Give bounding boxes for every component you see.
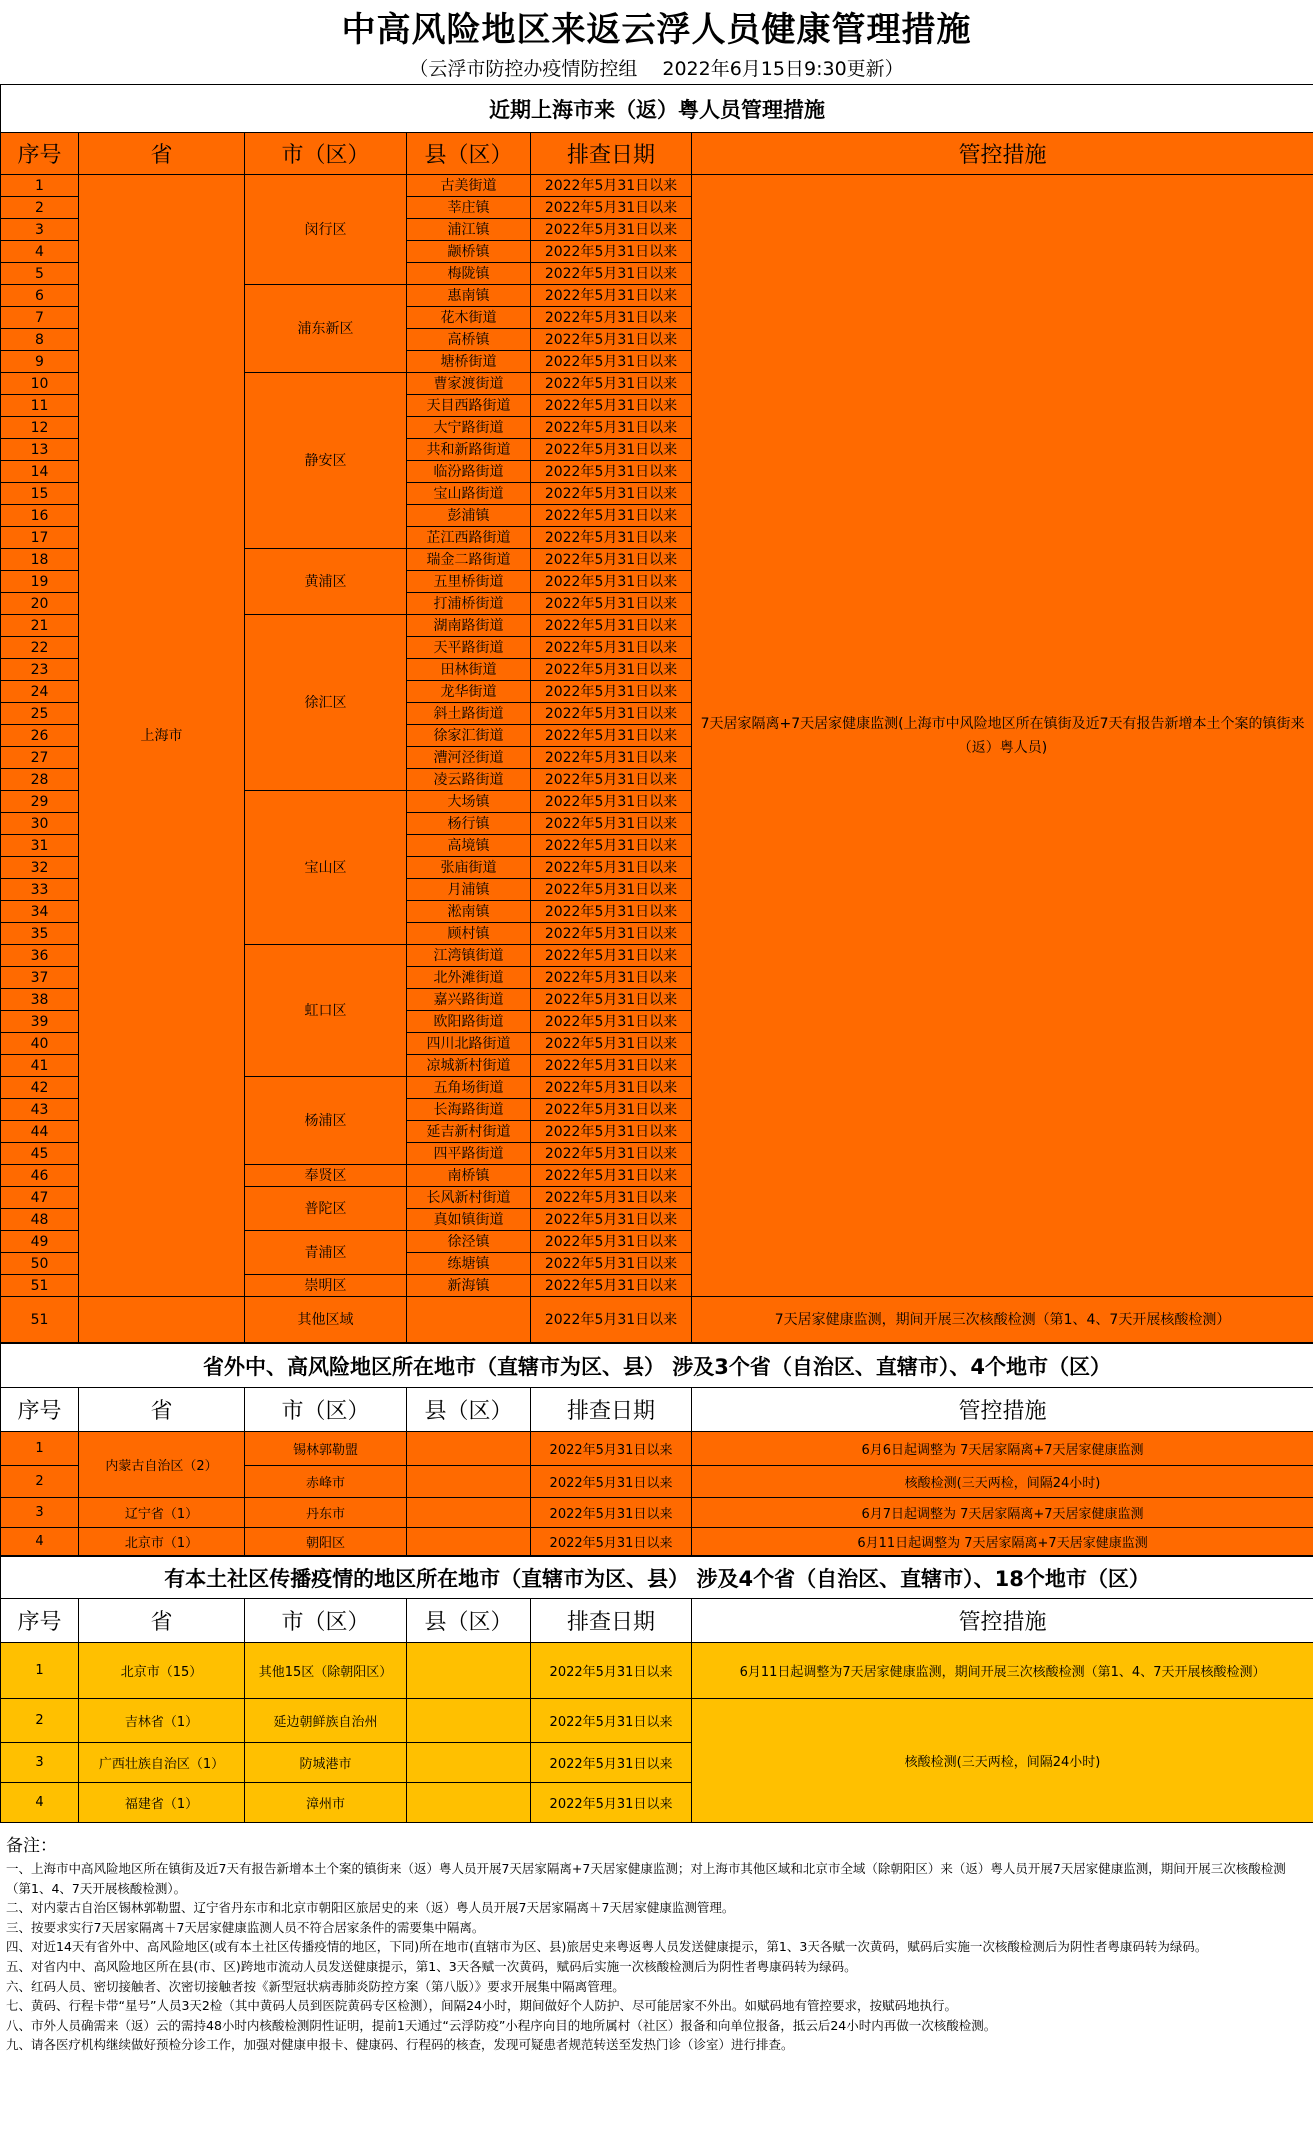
section3-title: 有本土社区传播疫情的地区所在地市（直辖市为区、县） 涉及4个省（自治区、直辖市）、18个地市（区） — [1, 1557, 1313, 1599]
county-cell: 高桥镇 — [407, 329, 531, 351]
date-cell: 2022年5月31日以来 — [531, 549, 692, 571]
date-cell: 2022年5月31日以来 — [531, 1077, 692, 1099]
date-cell: 2022年5月31日以来 — [531, 307, 692, 329]
seq-cell: 4 — [1, 241, 79, 263]
county-cell — [407, 1432, 531, 1466]
province-cell: 福建省（1） — [79, 1783, 245, 1823]
date-cell: 2022年5月31日以来 — [531, 197, 692, 219]
county-cell: 五里桥街道 — [407, 571, 531, 593]
measure-cell: 核酸检测(三天两检，间隔24小时) — [692, 1699, 1313, 1823]
header-province: 省 — [79, 1388, 245, 1432]
seq-cell: 4 — [1, 1783, 79, 1823]
date-cell: 2022年5月31日以来 — [531, 747, 692, 769]
date-cell: 2022年5月31日以来 — [531, 263, 692, 285]
note-item: 八、市外人员确需来（返）云的需持48小时内核酸检测阴性证明，提前1天通过“云浮防疫”小程序向目的地所属村（社区）报备和向单位报备，抵云后24小时内再做一次核酸检测。 — [6, 2017, 997, 2033]
seq-cell: 9 — [1, 351, 79, 373]
date-cell: 2022年5月31日以来 — [531, 329, 692, 351]
county-cell: 江湾镇街道 — [407, 945, 531, 967]
county-cell — [407, 1743, 531, 1783]
county-cell: 田林街道 — [407, 659, 531, 681]
section2-title: 省外中、高风险地区所在地市（直辖市为区、县） 涉及3个省（自治区、直辖市）、4个地市（区） — [1, 1344, 1313, 1388]
county-cell: 莘庄镇 — [407, 197, 531, 219]
date-cell: 2022年5月31日以来 — [531, 461, 692, 483]
county-cell: 天平路街道 — [407, 637, 531, 659]
seq-cell: 43 — [1, 1099, 79, 1121]
date-cell: 2022年5月31日以来 — [531, 1143, 692, 1165]
seq-cell: 25 — [1, 703, 79, 725]
county-cell: 南桥镇 — [407, 1165, 531, 1187]
date-cell: 2022年5月31日以来 — [531, 1643, 692, 1699]
shanghai-table-body — [1, 175, 1313, 1343]
county-cell — [407, 1466, 531, 1498]
measure-cell: 6月11日起调整为 7天居家隔离+7天居家健康监测 — [692, 1528, 1313, 1556]
note-item: 五、对省内中、高风险地区所在县(市、区)跨地市流动人员发送健康提示，第1、3天各赋一次黄码，赋码后实施一次核酸检测后为阴性者粤康码转为绿码。 — [6, 1958, 857, 1974]
seq-cell: 36 — [1, 945, 79, 967]
date-cell: 2022年5月31日以来 — [531, 1253, 692, 1275]
city-cell: 杨浦区 — [245, 1077, 407, 1165]
seq-cell: 22 — [1, 637, 79, 659]
note-item: 一、上海市中高风险地区所在镇街及近7天有报告新增本土个案的镇街来（返）粤人员开展7天居家隔离+7天居家健康监测；对上海市其他区域和北京市全域（除朝阳区）来（返）粤人员开展7天居家健康监测，期间开展三次核酸检测（第1、4、7天开展核酸检测）。 — [6, 1861, 1286, 1896]
county-cell: 斜土路街道 — [407, 703, 531, 725]
city-cell: 闵行区 — [245, 175, 407, 285]
community-spread-table — [0, 1556, 1313, 1823]
county-cell: 浦江镇 — [407, 219, 531, 241]
header-date: 排查日期 — [531, 1388, 692, 1432]
seq-cell: 26 — [1, 725, 79, 747]
date-cell: 2022年5月31日以来 — [531, 901, 692, 923]
county-cell: 塘桥街道 — [407, 351, 531, 373]
county-cell: 月浦镇 — [407, 879, 531, 901]
county-cell — [407, 1297, 531, 1343]
seq-cell: 49 — [1, 1231, 79, 1253]
county-cell: 延吉新村街道 — [407, 1121, 531, 1143]
city-cell: 崇明区 — [245, 1275, 407, 1297]
county-cell: 北外滩街道 — [407, 967, 531, 989]
date-cell: 2022年5月31日以来 — [531, 637, 692, 659]
date-cell: 2022年5月31日以来 — [531, 1432, 692, 1466]
county-cell: 凌云路街道 — [407, 769, 531, 791]
county-cell — [407, 1528, 531, 1556]
seq-cell: 3 — [1, 219, 79, 241]
date-cell: 2022年5月31日以来 — [531, 1011, 692, 1033]
date-cell: 2022年5月31日以来 — [531, 945, 692, 967]
table-row — [1, 1297, 1313, 1343]
seq-cell: 31 — [1, 835, 79, 857]
county-cell: 练塘镇 — [407, 1253, 531, 1275]
seq-cell: 40 — [1, 1033, 79, 1055]
province-cell: 北京市（1） — [79, 1528, 245, 1556]
date-cell: 2022年5月31日以来 — [531, 1231, 692, 1253]
date-cell: 2022年5月31日以来 — [531, 813, 692, 835]
county-cell — [407, 1498, 531, 1528]
county-cell: 大宁路街道 — [407, 417, 531, 439]
header-county: 县（区） — [407, 133, 531, 175]
seq-cell: 14 — [1, 461, 79, 483]
seq-cell: 17 — [1, 527, 79, 549]
county-cell: 惠南镇 — [407, 285, 531, 307]
seq-cell: 38 — [1, 989, 79, 1011]
header-date: 排查日期 — [531, 133, 692, 175]
county-cell: 共和新路街道 — [407, 439, 531, 461]
seq-cell: 32 — [1, 857, 79, 879]
county-cell: 龙华街道 — [407, 681, 531, 703]
date-cell: 2022年5月31日以来 — [531, 967, 692, 989]
county-cell: 彭浦镇 — [407, 505, 531, 527]
seq-cell: 2 — [1, 1699, 79, 1743]
city-cell: 其他15区（除朝阳区） — [245, 1643, 407, 1699]
date-cell: 2022年5月31日以来 — [531, 1466, 692, 1498]
county-cell: 打浦桥街道 — [407, 593, 531, 615]
date-cell: 2022年5月31日以来 — [531, 835, 692, 857]
seq-cell: 28 — [1, 769, 79, 791]
province-cell: 北京市（15） — [79, 1643, 245, 1699]
seq-cell: 7 — [1, 307, 79, 329]
county-cell: 杨行镇 — [407, 813, 531, 835]
date-cell: 2022年5月31日以来 — [531, 615, 692, 637]
county-cell: 宝山路街道 — [407, 483, 531, 505]
county-cell — [407, 1643, 531, 1699]
seq-cell: 1 — [1, 1643, 79, 1699]
seq-cell: 12 — [1, 417, 79, 439]
note-item: 二、对内蒙古自治区锡林郭勒盟、辽宁省丹东市和北京市朝阳区旅居史的来（返）粤人员开展7天居家隔离＋7天居家健康监测管理。 — [6, 1900, 735, 1916]
date-cell: 2022年5月31日以来 — [531, 1099, 692, 1121]
county-cell: 嘉兴路街道 — [407, 989, 531, 1011]
seq-cell: 15 — [1, 483, 79, 505]
date-cell: 2022年5月31日以来 — [531, 593, 692, 615]
county-cell: 曹家渡街道 — [407, 373, 531, 395]
seq-cell: 33 — [1, 879, 79, 901]
table-row — [1, 1528, 1313, 1556]
seq-cell: 23 — [1, 659, 79, 681]
date-cell: 2022年5月31日以来 — [531, 769, 692, 791]
province-cell: 吉林省（1） — [79, 1699, 245, 1743]
date-cell: 2022年5月31日以来 — [531, 681, 692, 703]
header-city: 市（区） — [245, 1599, 407, 1643]
county-cell: 瑞金二路街道 — [407, 549, 531, 571]
province-cell: 辽宁省（1） — [79, 1498, 245, 1528]
city-cell: 虹口区 — [245, 945, 407, 1077]
seq-cell: 4 — [1, 1528, 79, 1556]
notes — [0, 1823, 1313, 2055]
county-cell: 漕河泾街道 — [407, 747, 531, 769]
county-cell: 大场镇 — [407, 791, 531, 813]
header-measures: 管控措施 — [692, 1599, 1313, 1643]
date-cell: 2022年5月31日以来 — [531, 725, 692, 747]
header-city: 市（区） — [245, 1388, 407, 1432]
city-cell: 徐汇区 — [245, 615, 407, 791]
date-cell: 2022年5月31日以来 — [531, 1165, 692, 1187]
seq-cell: 18 — [1, 549, 79, 571]
seq-cell: 51 — [1, 1297, 79, 1343]
province-cell: 上海市 — [79, 175, 245, 1297]
date-cell: 2022年5月31日以来 — [531, 1121, 692, 1143]
seq-cell: 10 — [1, 373, 79, 395]
date-cell: 2022年5月31日以来 — [531, 1055, 692, 1077]
seq-cell: 20 — [1, 593, 79, 615]
city-cell: 浦东新区 — [245, 285, 407, 373]
city-cell: 奉贤区 — [245, 1165, 407, 1187]
county-cell: 芷江西路街道 — [407, 527, 531, 549]
province-risk-table — [0, 1343, 1313, 1556]
seq-cell: 3 — [1, 1743, 79, 1783]
table-row — [1, 1432, 1313, 1466]
city-cell: 漳州市 — [245, 1783, 407, 1823]
seq-cell: 34 — [1, 901, 79, 923]
county-cell: 长风新村街道 — [407, 1187, 531, 1209]
county-cell — [407, 1783, 531, 1823]
province-cell: 内蒙古自治区（2） — [79, 1432, 245, 1498]
seq-cell: 13 — [1, 439, 79, 461]
county-cell: 天目西路街道 — [407, 395, 531, 417]
city-cell: 延边朝鲜族自治州 — [245, 1699, 407, 1743]
seq-cell: 51 — [1, 1275, 79, 1297]
county-cell: 徐家汇街道 — [407, 725, 531, 747]
header-county: 县（区） — [407, 1599, 531, 1643]
page-title: 中高风险地区来返云浮人员健康管理措施 — [341, 10, 972, 50]
county-cell: 凉城新村街道 — [407, 1055, 531, 1077]
measure-cell: 7天居家隔离+7天居家健康监测(上海市中风险地区所在镇街及近7天有报告新增本土个案的镇街来（返）粤人员) — [692, 175, 1313, 1297]
seq-cell: 19 — [1, 571, 79, 593]
date-cell: 2022年5月31日以来 — [531, 373, 692, 395]
county-cell: 张庙街道 — [407, 857, 531, 879]
date-cell: 2022年5月31日以来 — [531, 1209, 692, 1231]
date-cell: 2022年5月31日以来 — [531, 1528, 692, 1556]
table-row — [1, 1699, 1313, 1743]
table-row — [1, 175, 1313, 197]
city-cell: 朝阳区 — [245, 1528, 407, 1556]
date-cell: 2022年5月31日以来 — [531, 175, 692, 197]
header-date: 排查日期 — [531, 1599, 692, 1643]
seq-cell: 48 — [1, 1209, 79, 1231]
county-cell: 四川北路街道 — [407, 1033, 531, 1055]
measure-cell: 6月11日起调整为7天居家健康监测，期间开展三次核酸检测（第1、4、7天开展核酸检测） — [692, 1643, 1313, 1699]
header-seq: 序号 — [1, 133, 79, 175]
date-cell: 2022年5月31日以来 — [531, 285, 692, 307]
header-measures: 管控措施 — [692, 133, 1313, 175]
header-province: 省 — [79, 133, 245, 175]
county-cell: 湖南路街道 — [407, 615, 531, 637]
seq-cell: 29 — [1, 791, 79, 813]
date-cell: 2022年5月31日以来 — [531, 241, 692, 263]
header-seq: 序号 — [1, 1599, 79, 1643]
county-cell: 古美街道 — [407, 175, 531, 197]
header-seq: 序号 — [1, 1388, 79, 1432]
seq-cell: 45 — [1, 1143, 79, 1165]
header-province: 省 — [79, 1599, 245, 1643]
county-cell: 四平路街道 — [407, 1143, 531, 1165]
date-cell: 2022年5月31日以来 — [531, 417, 692, 439]
seq-cell: 39 — [1, 1011, 79, 1033]
county-cell: 顾村镇 — [407, 923, 531, 945]
date-cell: 2022年5月31日以来 — [531, 879, 692, 901]
measure-cell: 6月6日起调整为 7天居家隔离+7天居家健康监测 — [692, 1432, 1313, 1466]
date-cell: 2022年5月31日以来 — [531, 505, 692, 527]
county-cell: 欧阳路街道 — [407, 1011, 531, 1033]
county-cell: 新海镇 — [407, 1275, 531, 1297]
seq-cell: 6 — [1, 285, 79, 307]
date-cell: 2022年5月31日以来 — [531, 703, 692, 725]
date-cell: 2022年5月31日以来 — [531, 483, 692, 505]
seq-cell: 27 — [1, 747, 79, 769]
seq-cell: 46 — [1, 1165, 79, 1187]
date-cell: 2022年5月31日以来 — [531, 659, 692, 681]
county-cell: 颛桥镇 — [407, 241, 531, 263]
date-cell: 2022年5月31日以来 — [531, 571, 692, 593]
date-cell: 2022年5月31日以来 — [531, 1783, 692, 1823]
measure-cell: 6月7日起调整为 7天居家隔离+7天居家健康监测 — [692, 1498, 1313, 1528]
seq-cell: 8 — [1, 329, 79, 351]
seq-cell: 3 — [1, 1498, 79, 1528]
date-cell: 2022年5月31日以来 — [531, 1033, 692, 1055]
seq-cell: 41 — [1, 1055, 79, 1077]
note-item: 三、按要求实行7天居家隔离＋7天居家健康监测人员不符合居家条件的需要集中隔离。 — [6, 1919, 485, 1935]
seq-cell: 2 — [1, 197, 79, 219]
county-cell — [407, 1699, 531, 1743]
measure-cell: 核酸检测(三天两检，间隔24小时) — [692, 1466, 1313, 1498]
county-cell: 临汾路街道 — [407, 461, 531, 483]
note-item: 四、对近14天有省外中、高风险地区(或有本土社区传播疫情的地区，下同)所在地市(直辖市为区、县)旅居史来粤返粤人员发送健康提示，第1、3天各赋一次黄码，赋码后实施一次核酸检测后为阴性者粤康码转为绿码。 — [6, 1939, 1208, 1955]
city-cell: 普陀区 — [245, 1187, 407, 1231]
seq-cell: 16 — [1, 505, 79, 527]
page-subtitle: （云浮市防控办疫情防控组 2022年6月15日9:30更新） — [409, 58, 904, 80]
table-row — [1, 1498, 1313, 1528]
notes-title: 备注： — [6, 1836, 57, 1856]
seq-cell: 35 — [1, 923, 79, 945]
date-cell: 2022年5月31日以来 — [531, 351, 692, 373]
province-cell: 广西壮族自治区（1） — [79, 1743, 245, 1783]
seq-cell: 1 — [1, 1432, 79, 1466]
date-cell: 2022年5月31日以来 — [531, 1297, 692, 1343]
seq-cell: 37 — [1, 967, 79, 989]
county-cell: 长海路街道 — [407, 1099, 531, 1121]
city-cell: 防城港市 — [245, 1743, 407, 1783]
province-cell — [79, 1297, 245, 1343]
seq-cell: 24 — [1, 681, 79, 703]
seq-cell: 21 — [1, 615, 79, 637]
date-cell: 2022年5月31日以来 — [531, 527, 692, 549]
section1-title: 近期上海市来（返）粤人员管理措施 — [1, 85, 1313, 133]
county-cell: 徐泾镇 — [407, 1231, 531, 1253]
table-row — [1, 1643, 1313, 1699]
date-cell: 2022年5月31日以来 — [531, 439, 692, 461]
header-county: 县（区） — [407, 1388, 531, 1432]
header-city: 市（区） — [245, 133, 407, 175]
county-cell: 淞南镇 — [407, 901, 531, 923]
date-cell: 2022年5月31日以来 — [531, 219, 692, 241]
seq-cell: 1 — [1, 175, 79, 197]
note-item: 七、黄码、行程卡带“星号”人员3天2检（其中黄码人员到医院黄码专区检测），间隔24小时，期间做好个人防护、尽可能居家不外出。如赋码地有管控要求，按赋码地执行。 — [6, 1998, 958, 2014]
seq-cell: 47 — [1, 1187, 79, 1209]
city-cell: 静安区 — [245, 373, 407, 549]
county-cell: 真如镇街道 — [407, 1209, 531, 1231]
date-cell: 2022年5月31日以来 — [531, 923, 692, 945]
city-cell: 黄浦区 — [245, 549, 407, 615]
date-cell: 2022年5月31日以来 — [531, 1699, 692, 1743]
county-cell: 高境镇 — [407, 835, 531, 857]
seq-cell: 5 — [1, 263, 79, 285]
county-cell: 五角场街道 — [407, 1077, 531, 1099]
seq-cell: 42 — [1, 1077, 79, 1099]
date-cell: 2022年5月31日以来 — [531, 1743, 692, 1783]
date-cell: 2022年5月31日以来 — [531, 395, 692, 417]
shanghai-table — [0, 84, 1313, 1343]
city-cell: 丹东市 — [245, 1498, 407, 1528]
seq-cell: 30 — [1, 813, 79, 835]
city-cell: 青浦区 — [245, 1231, 407, 1275]
note-item: 六、红码人员、密切接触者、次密切接触者按《新型冠状病毒肺炎防控方案（第八版）》要求开展集中隔离管理。 — [6, 1978, 625, 1994]
city-cell: 其他区域 — [245, 1297, 407, 1343]
seq-cell: 11 — [1, 395, 79, 417]
seq-cell: 50 — [1, 1253, 79, 1275]
date-cell: 2022年5月31日以来 — [531, 1498, 692, 1528]
date-cell: 2022年5月31日以来 — [531, 791, 692, 813]
measure-cell: 7天居家健康监测，期间开展三次核酸检测（第1、4、7天开展核酸检测） — [692, 1297, 1313, 1343]
county-cell: 梅陇镇 — [407, 263, 531, 285]
city-cell: 宝山区 — [245, 791, 407, 945]
city-cell: 锡林郭勒盟 — [245, 1432, 407, 1466]
county-cell: 花木街道 — [407, 307, 531, 329]
date-cell: 2022年5月31日以来 — [531, 989, 692, 1011]
seq-cell: 44 — [1, 1121, 79, 1143]
note-item: 九、请各医疗机构继续做好预检分诊工作，加强对健康申报卡、健康码、行程码的核查，发现可疑患者规范转送至发热门诊（诊室）进行排查。 — [6, 2037, 794, 2053]
city-cell: 赤峰市 — [245, 1466, 407, 1498]
date-cell: 2022年5月31日以来 — [531, 1187, 692, 1209]
seq-cell: 2 — [1, 1466, 79, 1498]
header-measures: 管控措施 — [692, 1388, 1313, 1432]
date-cell: 2022年5月31日以来 — [531, 1275, 692, 1297]
date-cell: 2022年5月31日以来 — [531, 857, 692, 879]
